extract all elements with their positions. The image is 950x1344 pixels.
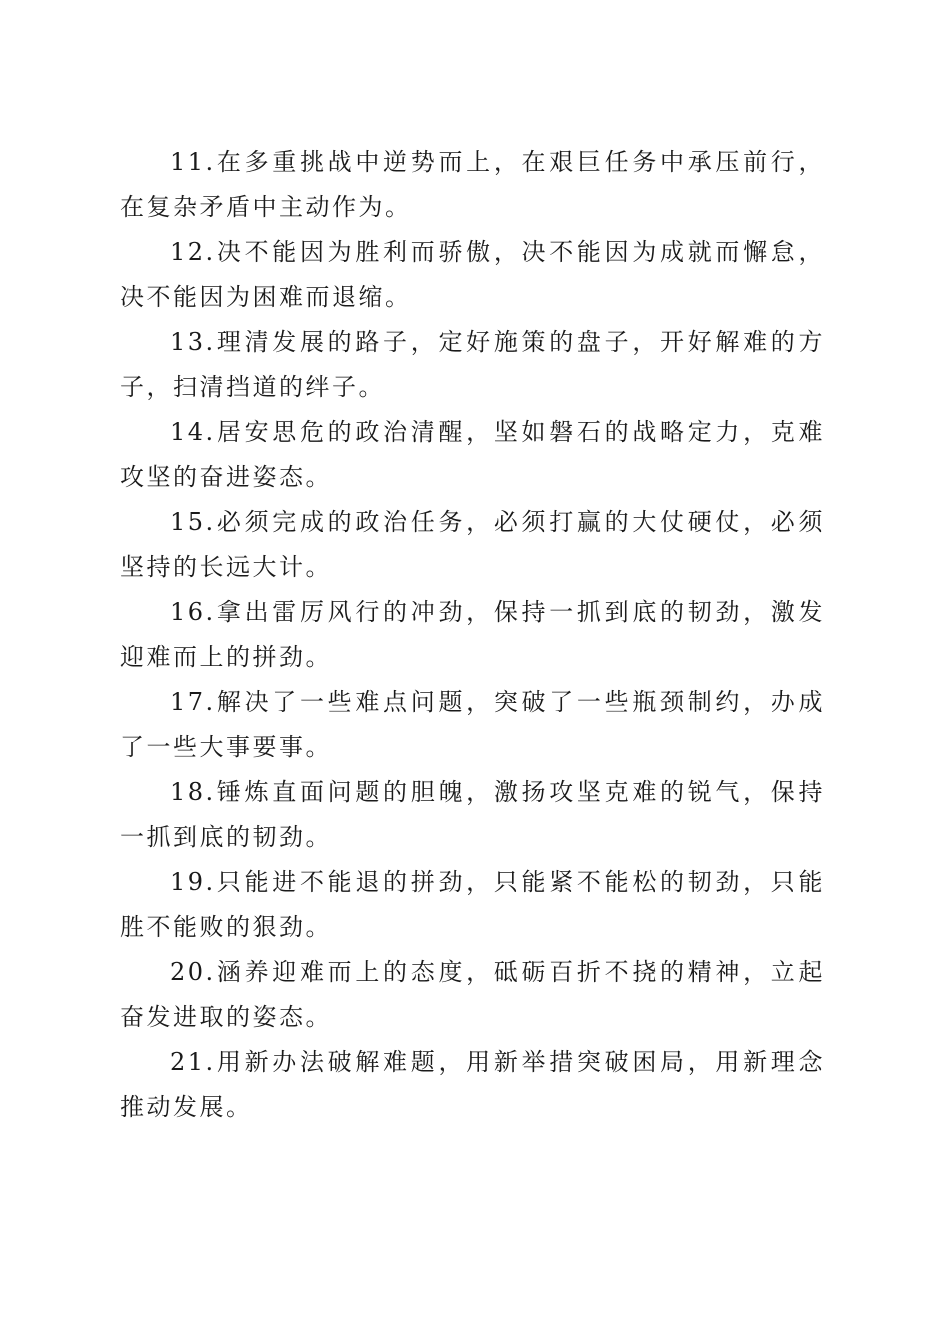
item-text: 在多重挑战中逆势而上，在艰巨任务中承压前行，在复杂矛盾中主动作为。 [120, 148, 825, 221]
list-item [120, 1040, 825, 1130]
list-item [120, 140, 825, 230]
item-number: 13. [170, 328, 216, 356]
list-item [120, 230, 825, 320]
item-text: 用新办法破解难题，用新举措突破困局，用新理念推动发展。 [120, 1048, 825, 1121]
item-text: 解决了一些难点问题，突破了一些瓶颈制约，办成了一些大事要事。 [120, 688, 825, 761]
item-number: 20. [170, 958, 216, 986]
item-number: 14. [170, 418, 216, 446]
list-item [120, 410, 825, 500]
item-text: 必须完成的政治任务，必须打赢的大仗硬仗，必须坚持的长远大计。 [120, 508, 825, 581]
item-text: 锤炼直面问题的胆魄，激扬攻坚克难的锐气，保持一抓到底的韧劲。 [120, 778, 825, 851]
item-number: 16. [170, 598, 216, 626]
item-number: 19. [170, 868, 216, 896]
item-number: 18. [170, 778, 216, 806]
item-number: 11. [170, 148, 216, 176]
list-item [120, 500, 825, 590]
list-item [120, 590, 825, 680]
item-text: 理清发展的路子，定好施策的盘子，开好解难的方子，扫清挡道的绊子。 [120, 328, 825, 401]
item-text: 居安思危的政治清醒，坚如磐石的战略定力，克难攻坚的奋进姿态。 [120, 418, 825, 491]
item-number: 21. [170, 1048, 216, 1076]
document-body [120, 140, 825, 1130]
item-text: 决不能因为胜利而骄傲，决不能因为成就而懈怠，决不能因为困难而退缩。 [120, 238, 825, 311]
item-text: 只能进不能退的拼劲，只能紧不能松的韧劲，只能胜不能败的狠劲。 [120, 868, 825, 941]
item-number: 15. [170, 508, 216, 536]
item-text: 涵养迎难而上的态度，砥砺百折不挠的精神，立起奋发进取的姿态。 [120, 958, 825, 1031]
list-item [120, 860, 825, 950]
item-text: 拿出雷厉风行的冲劲，保持一抓到底的韧劲，激发迎难而上的拼劲。 [120, 598, 825, 671]
list-item [120, 950, 825, 1040]
list-item [120, 770, 825, 860]
list-item [120, 680, 825, 770]
item-number: 17. [170, 688, 216, 716]
item-number: 12. [170, 238, 216, 266]
list-item [120, 320, 825, 410]
